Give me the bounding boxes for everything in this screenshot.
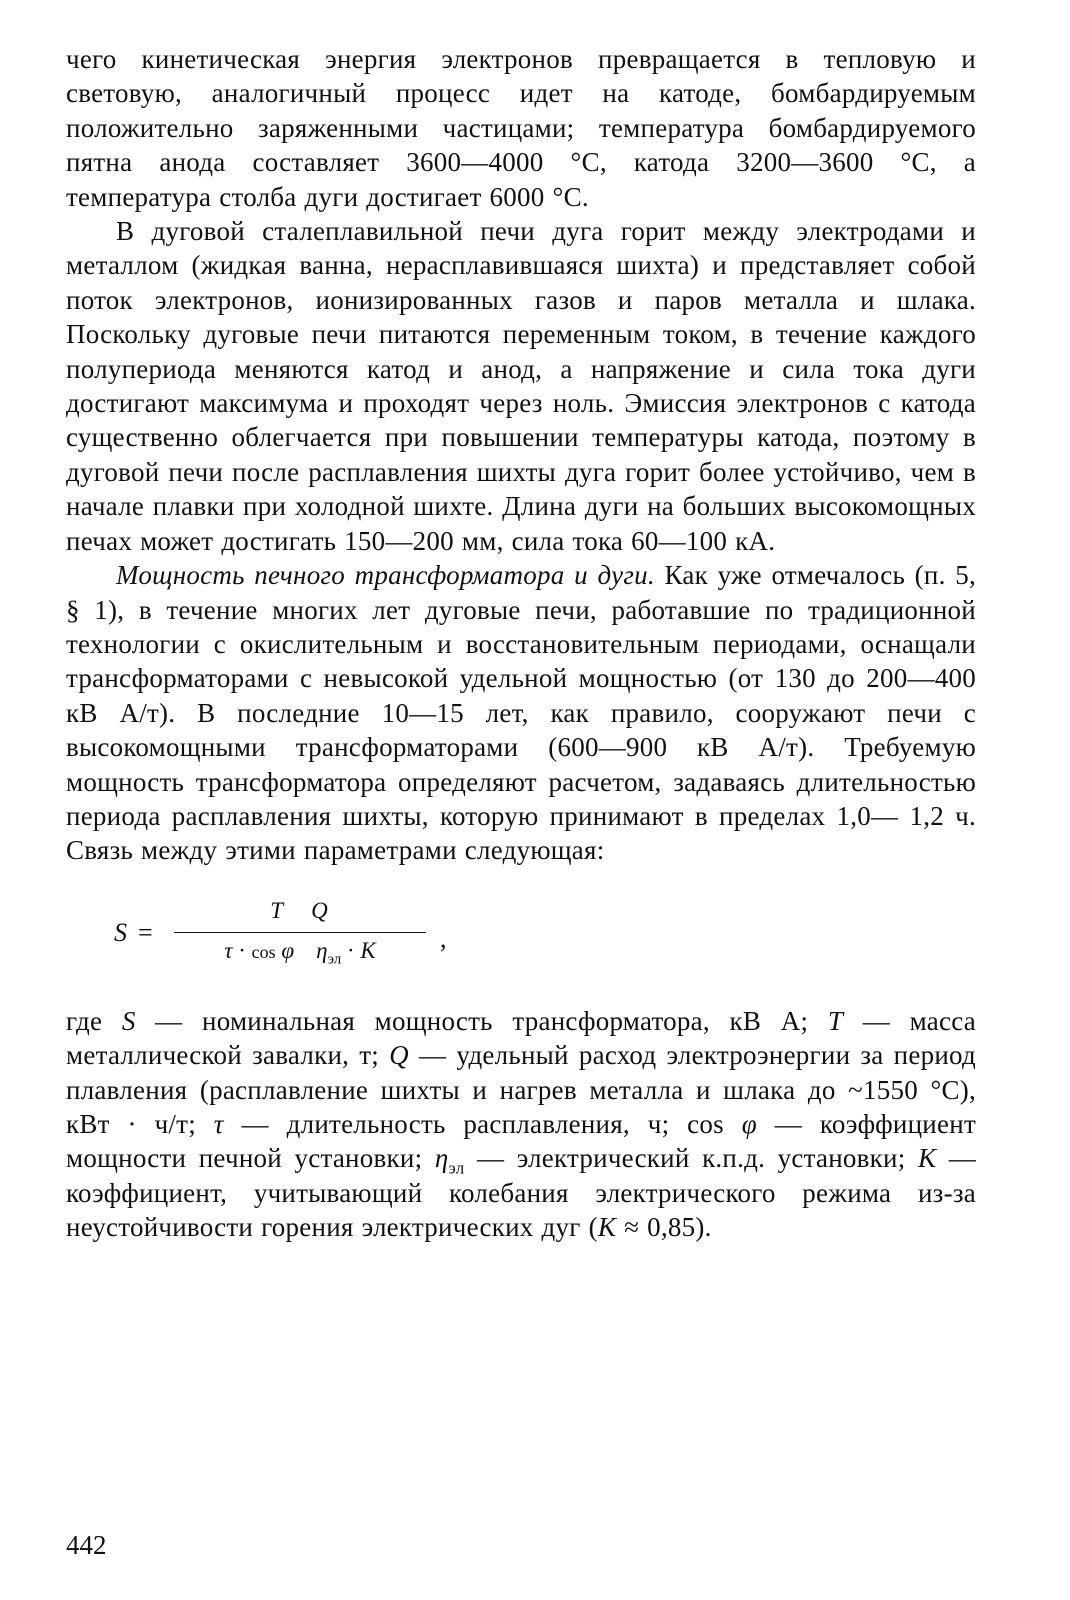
formula-numerator — [170, 898, 430, 924]
def-symbol-s: S — [121, 1005, 136, 1036]
section-heading: Мощность печного трансформатора и дуги. — [116, 560, 655, 591]
formula-num-q: Q — [311, 897, 330, 923]
formula-equals: = — [138, 917, 153, 947]
page-number: 442 — [66, 1530, 107, 1560]
section-text: Как уже отмечалось (п. 5, § 1), в течение многих лет дуговые печи, работавшие по традиционной технологии с окислительным и восстановительным периодами, оснащали трансформаторами с невысокой удельной мощностью (от 130 до 200—400 кВ А/т). В последние 10—15 лет, как правило, сооружают печи с высокомощными трансформаторами (600—900 кВ А/т). Требуемую мощность трансформатора определяют расчетом, задаваясь длительностью периода расплавления шихты, которую принимают в пределах 1,0— 1,2 ч. Связь между этими параметрами следующая: — [66, 560, 976, 866]
def-symbol-k: K — [917, 1143, 937, 1174]
def-text: — удельный расход электроэнергии за период плавления (расплавление шихты и нагрев металла и шлака до ~1550 °С), кВт · ч/т; — [66, 1040, 976, 1139]
formula-den-cos: cos — [251, 941, 276, 962]
def-symbol-k: K — [597, 1212, 617, 1243]
paragraph-definitions — [66, 1004, 976, 1245]
formula-den-k: K — [360, 937, 376, 963]
def-text: — коэффициент мощности печной установки; — [66, 1108, 976, 1174]
def-text: — длительность расплавления, ч; cos — [223, 1108, 742, 1139]
formula-den-tau: τ — [224, 937, 233, 963]
paragraph-arc-furnace: В дуговой сталеплавильной печи дуга горит между электродами и металлом (жидкая ванна, нерасплавившаяся шихта) и представляет собой поток электронов, ионизированных газов и паров металла и шлака. Поскольку дуговые печи питаются переменным током, в течение каждого полупериода меняются катод и анод, а напряжение и сила тока дуги достигают максимума и проходят через ноль. Эмиссия электронов с катода существенно облегчается при повышении температуры катода, поэтому в дуговой печи после расплавления шихты дуга горит более устойчиво, чем в начале плавки при холодной шихте. Длина дуги на больших высокомощных печах может достигать 150—200 мм, сила тока 60—100 кА. — [66, 216, 976, 556]
def-text: ≈ 0,85). — [616, 1212, 712, 1243]
formula-den-dot1: · — [238, 937, 246, 963]
formula-comma: , — [440, 923, 447, 953]
power-formula — [66, 898, 976, 982]
fraction-bar — [174, 932, 426, 933]
def-text: где — [66, 1005, 122, 1036]
formula-den-phi: φ — [281, 937, 295, 963]
page-body — [66, 42, 976, 1245]
def-symbol-q: Q — [389, 1040, 409, 1071]
formula-den-dot2: · — [346, 937, 355, 963]
def-symbol-tau: τ — [213, 1108, 224, 1139]
def-text: — номинальная мощность трансформатора, кВ А; — [135, 1005, 828, 1036]
formula-denominator — [170, 938, 430, 969]
paragraph-arc-temperature: чего кинетическая энергия электронов превращается в тепловую и световую, аналогичный процесс идет на катоде, бомбардируемым положительно заряженными частицами; температура бомбардируемого пятна анода составляет 3600—4000 °С, катода 3200—3600 °С, а температура столба дуги достигает 6000 °С. — [66, 44, 976, 212]
def-symbol-eta-sub: эл — [448, 1158, 465, 1178]
def-text: — масса металлической завалки, т; — [66, 1005, 977, 1071]
def-symbol-eta: η — [434, 1143, 449, 1174]
formula-den-eta: η — [316, 937, 328, 963]
formula-num-t: T — [270, 897, 286, 923]
paragraph-transformer-power — [66, 558, 976, 868]
formula-lhs: S — [114, 917, 127, 947]
def-text: — коэффициент, учитывающий колебания электрического режима из-за неустойчивости горения электрических дуг ( — [66, 1143, 976, 1243]
def-symbol-phi: φ — [741, 1108, 757, 1139]
def-symbol-t: T — [827, 1005, 844, 1036]
formula-den-eta-sub: эл — [327, 951, 342, 968]
def-text: — электрический к.п.д. установки; — [464, 1143, 918, 1174]
